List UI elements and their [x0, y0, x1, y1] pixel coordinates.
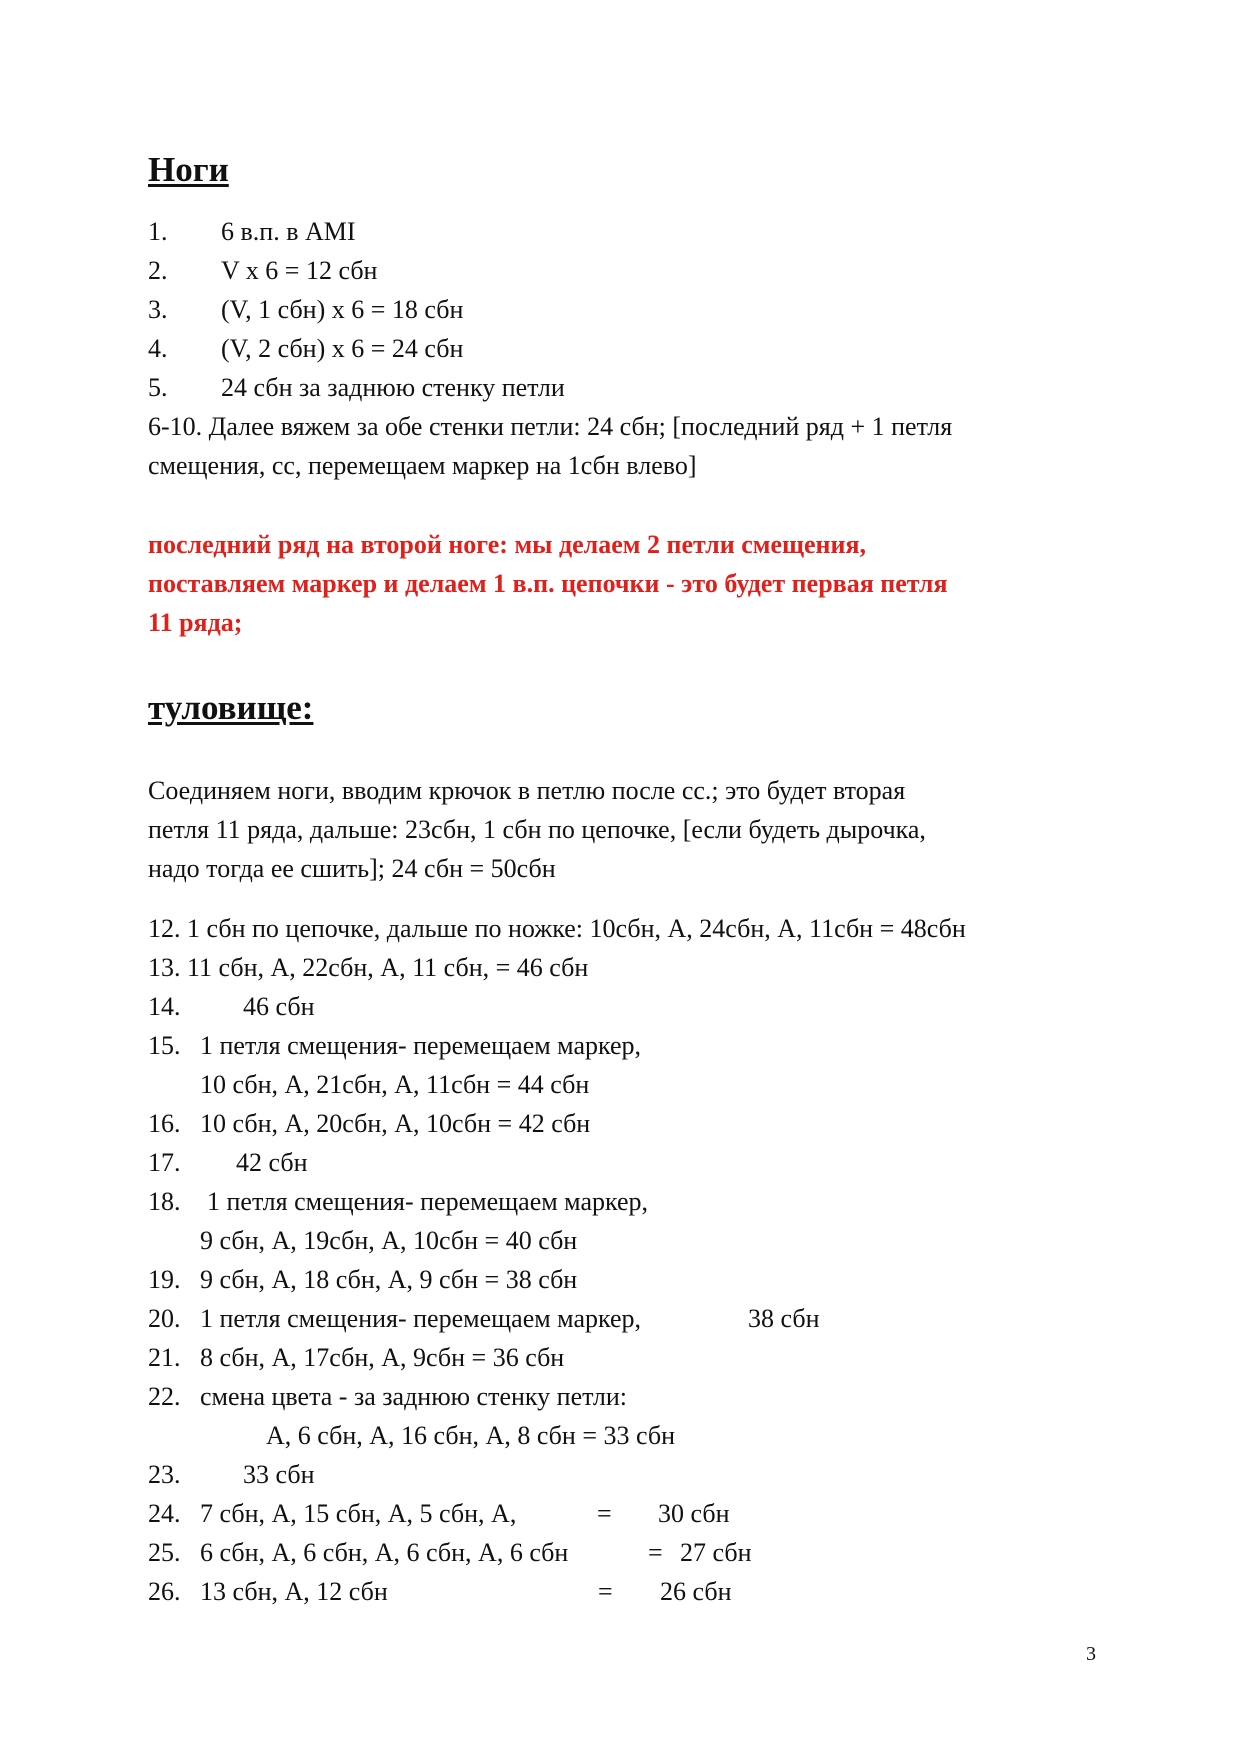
row-number: 1.	[148, 217, 168, 246]
row-number: 2.	[148, 256, 168, 285]
row-text: V x 6 = 12 сбн	[221, 256, 378, 285]
row-number: 23.	[148, 1460, 181, 1489]
row-number: 14.	[148, 992, 181, 1021]
legs-row-4	[148, 334, 463, 364]
body-intro-line1: Соединяем ноги, вводим крючок в петлю после сс.; это будет вторая	[148, 776, 906, 805]
second-leg-note-line2: поставляем маркер и делаем 1 в.п. цепочки - это будет первая петля	[148, 569, 948, 598]
legs-row-6-10-line2: смещения, сс, перемещаем маркер на 1сбн влево]	[148, 451, 697, 480]
body-row-26-result: 26 сбн	[660, 1577, 732, 1606]
body-row-18-continued: 9 сбн, А, 19сбн, А, 10сбн = 40 сбн	[200, 1226, 578, 1255]
body-row-22	[148, 1382, 627, 1412]
body-row-25	[148, 1538, 568, 1568]
row-number: 20.	[148, 1304, 181, 1333]
row-text: 1 петля смещения- перемещаем маркер,	[207, 1187, 649, 1216]
body-row-14	[148, 992, 315, 1022]
row-number: 15.	[148, 1031, 181, 1060]
legs-row-3	[148, 295, 463, 325]
row-number: 19.	[148, 1265, 181, 1294]
body-row-25-equals: =	[648, 1538, 663, 1567]
row-text: 24 сбн за заднюю стенку петли	[221, 373, 565, 402]
row-number: 21.	[148, 1343, 181, 1372]
row-number: 26.	[148, 1577, 181, 1606]
row-text: 7 сбн, А, 15 сбн, А, 5 сбн, А,	[200, 1499, 517, 1528]
row-number: 4.	[148, 334, 168, 363]
body-row-13: 13. 11 сбн, А, 22сбн, А, 11 сбн, = 46 сбн	[148, 953, 589, 982]
body-intro-line2: петля 11 ряда, дальше: 23сбн, 1 сбн по цепочке, [если будеть дырочка,	[148, 815, 926, 844]
body-row-19	[148, 1265, 577, 1295]
row-number: 3.	[148, 295, 168, 324]
row-number: 24.	[148, 1499, 181, 1528]
legs-row-1	[148, 217, 356, 247]
body-row-24-result: 30 сбн	[658, 1499, 730, 1528]
row-text: 6 сбн, А, 6 сбн, А, 6 сбн, А, 6 сбн	[200, 1538, 569, 1567]
body-row-16	[148, 1109, 590, 1139]
body-row-23	[148, 1460, 315, 1490]
body-row-15-continued: 10 сбн, А, 21сбн, А, 11сбн = 44 сбн	[200, 1070, 590, 1099]
body-row-20-result: 38 сбн	[748, 1304, 820, 1333]
row-text: 8 сбн, А, 17сбн, А, 9сбн = 36 сбн	[200, 1343, 565, 1372]
body-row-26	[148, 1577, 388, 1607]
body-intro-line3: надо тогда ее сшить]; 24 сбн = 50сбн	[148, 854, 556, 883]
body-row-17	[148, 1148, 308, 1178]
row-number: 25.	[148, 1538, 181, 1567]
body-row-21	[148, 1343, 564, 1373]
row-text: 42 сбн	[236, 1148, 308, 1177]
row-text: (V, 2 сбн) x 6 = 24 сбн	[221, 334, 464, 363]
row-text: 33 сбн	[243, 1460, 315, 1489]
body-row-20	[148, 1304, 641, 1334]
legs-row-6-10-line1: 6-10. Далее вяжем за обе стенки петли: 24 сбн; [последний ряд + 1 петля	[148, 412, 953, 441]
body-row-15	[148, 1031, 641, 1061]
row-text: 1 петля смещения- перемещаем маркер,	[200, 1031, 642, 1060]
second-leg-note-line1: последний ряд на второй ноге: мы делаем 2 петли смещения,	[148, 530, 867, 559]
row-text: смена цвета - за заднюю стенку петли:	[200, 1382, 627, 1411]
legs-row-5	[148, 373, 565, 403]
row-number: 5.	[148, 373, 168, 402]
body-row-12: 12. 1 сбн по цепочке, дальше по ножке: 10сбн, А, 24сбн, А, 11сбн = 48сбн	[148, 914, 966, 943]
row-text: 13 сбн, А, 12 сбн	[200, 1577, 388, 1606]
body-row-25-result: 27 сбн	[680, 1538, 752, 1567]
row-number: 18.	[148, 1187, 181, 1216]
body-row-22-continued: А, 6 сбн, А, 16 сбн, А, 8 сбн = 33 сбн	[266, 1421, 675, 1450]
body-row-24-equals: =	[597, 1499, 612, 1528]
row-number: 17.	[148, 1148, 181, 1177]
second-leg-note-line3: 11 ряда;	[148, 608, 243, 637]
row-text: 6 в.п. в AMI	[221, 217, 356, 246]
body-row-24	[148, 1499, 516, 1529]
page-number: 3	[1086, 1643, 1096, 1665]
body-row-26-equals: =	[598, 1577, 613, 1606]
row-number: 22.	[148, 1382, 181, 1411]
body-heading: туловище:	[148, 688, 314, 727]
legs-heading: Ноги	[148, 150, 229, 189]
row-text: 1 петля смещения- перемещаем маркер,	[200, 1304, 642, 1333]
row-text: (V, 1 сбн) x 6 = 18 сбн	[221, 295, 464, 324]
row-text: 46 сбн	[243, 992, 315, 1021]
row-number: 16.	[148, 1109, 181, 1138]
legs-row-2	[148, 256, 377, 286]
row-text: 10 сбн, А, 20сбн, А, 10сбн = 42 сбн	[200, 1109, 591, 1138]
body-row-18	[148, 1187, 648, 1217]
row-text: 9 сбн, А, 18 сбн, А, 9 сбн = 38 сбн	[200, 1265, 578, 1294]
